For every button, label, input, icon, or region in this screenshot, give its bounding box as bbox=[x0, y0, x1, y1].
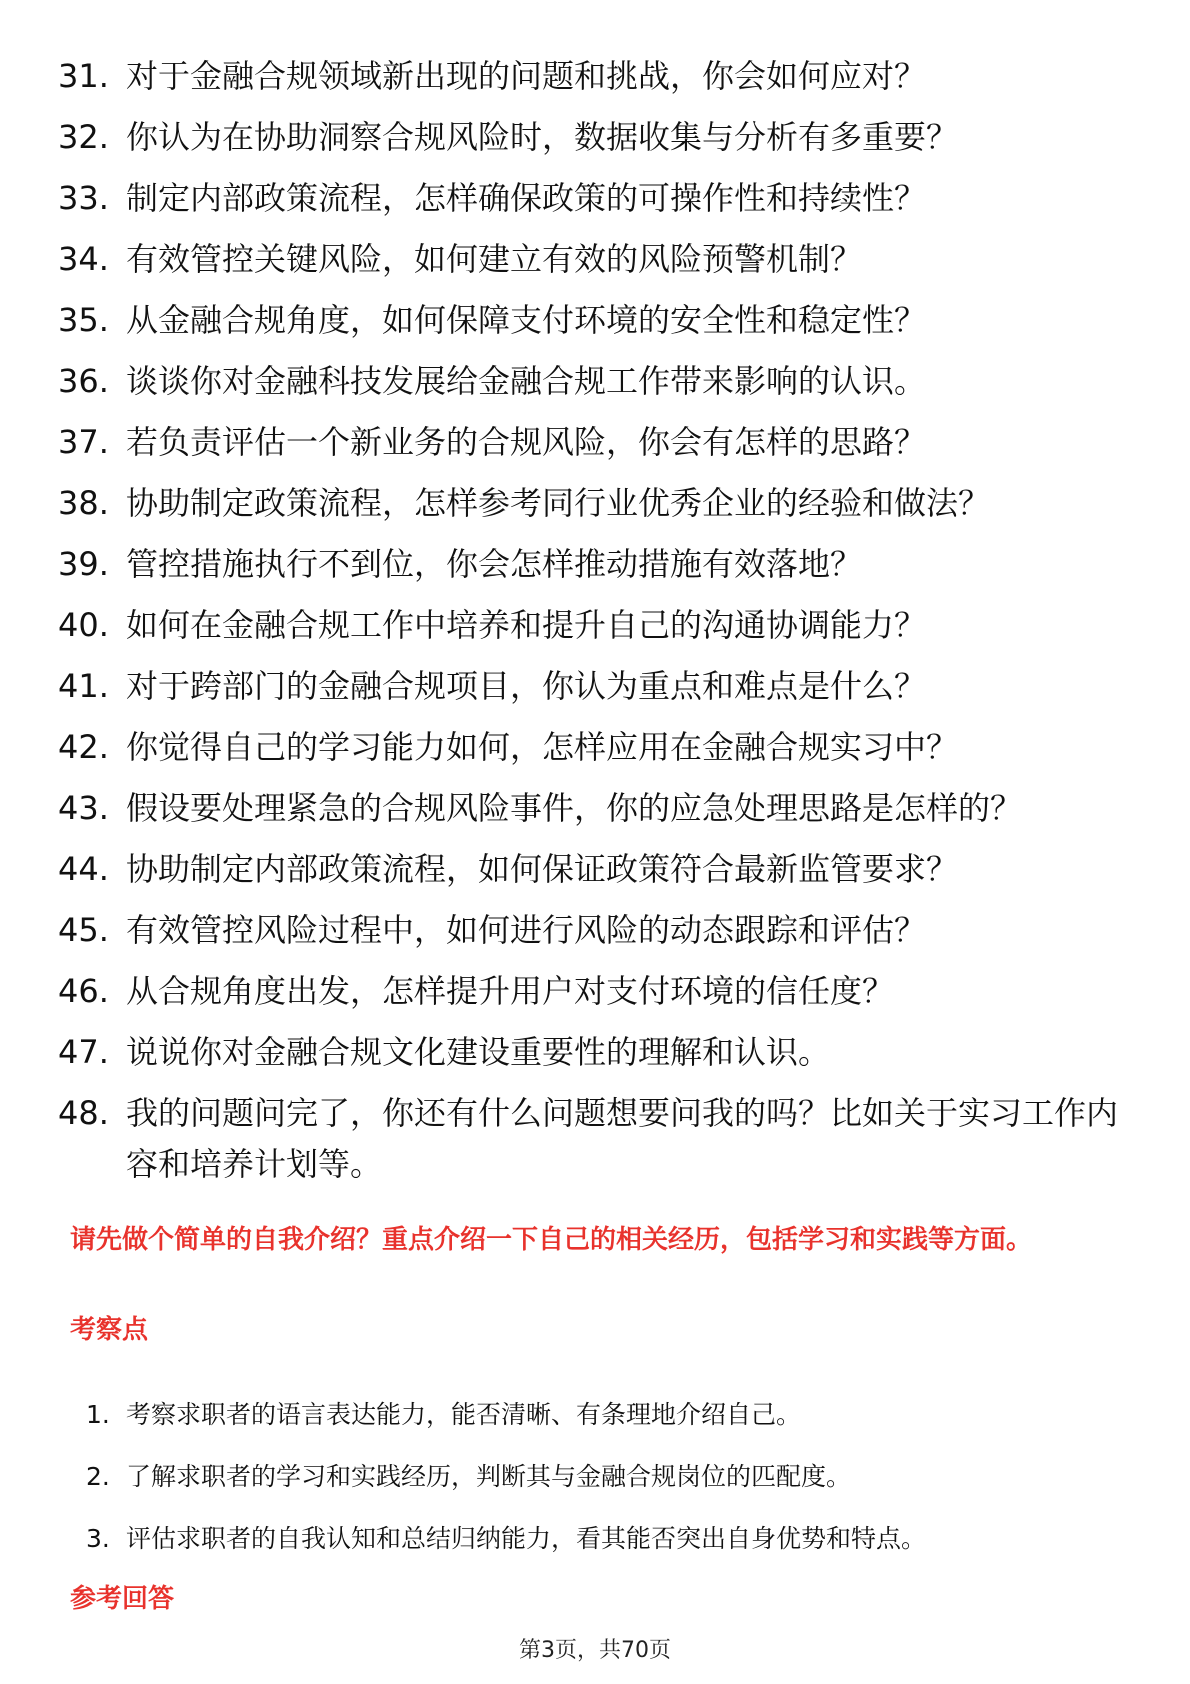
question-item bbox=[58, 900, 1138, 961]
assessment-text: 评估求职者的自我认知和总结归纳能力，看其能否突出自身优势和特点。 bbox=[126, 1524, 927, 1553]
assessment-heading: 考察点 bbox=[70, 1315, 149, 1345]
page-footer: 第3页，共70页 bbox=[519, 1638, 671, 1663]
question-number: 32. bbox=[58, 118, 109, 156]
assessment-number: 2. bbox=[86, 1462, 110, 1491]
question-number: 34. bbox=[58, 240, 109, 278]
assessment-item bbox=[86, 1508, 1086, 1570]
question-item bbox=[58, 717, 1138, 778]
question-text: 我的问题问完了，你还有什么问题想要问我的吗？比如关于实习工作内容和培养计划等。 bbox=[126, 1094, 1119, 1183]
question-item bbox=[58, 229, 1138, 290]
assessment-item bbox=[86, 1446, 1086, 1508]
question-item bbox=[58, 778, 1138, 839]
question-number: 39. bbox=[58, 545, 109, 583]
question-item bbox=[58, 46, 1138, 107]
question-item bbox=[58, 412, 1138, 473]
question-text: 从合规角度出发，怎样提升用户对支付环境的信任度？ bbox=[126, 972, 895, 1010]
question-number: 47. bbox=[58, 1033, 109, 1071]
assessment-text: 了解求职者的学习和实践经历，判断其与金融合规岗位的匹配度。 bbox=[126, 1462, 852, 1491]
assessment-number: 3. bbox=[86, 1524, 110, 1553]
question-item bbox=[58, 534, 1138, 595]
assessment-text: 考察求职者的语言表达能力，能否清晰、有条理地介绍自己。 bbox=[126, 1400, 802, 1429]
question-number: 33. bbox=[58, 179, 109, 217]
question-number: 35. bbox=[58, 301, 109, 339]
reference-answer-heading: 参考回答 bbox=[70, 1584, 175, 1614]
assessment-number: 1. bbox=[86, 1400, 110, 1429]
question-list bbox=[58, 46, 1138, 1190]
question-number: 31. bbox=[58, 57, 109, 95]
question-text: 对于跨部门的金融合规项目，你认为重点和难点是什么？ bbox=[126, 667, 927, 705]
question-text: 假设要处理紧急的合规风险事件，你的应急处理思路是怎样的？ bbox=[126, 789, 1023, 827]
question-item bbox=[58, 595, 1138, 656]
question-item bbox=[58, 473, 1138, 534]
question-text: 若负责评估一个新业务的合规风险，你会有怎样的思路？ bbox=[126, 423, 927, 461]
question-number: 41. bbox=[58, 667, 109, 705]
question-text: 管控措施执行不到位，你会怎样推动措施有效落地？ bbox=[126, 545, 863, 583]
question-item bbox=[58, 168, 1138, 229]
question-number: 36. bbox=[58, 362, 109, 400]
question-text: 有效管控关键风险，如何建立有效的风险预警机制？ bbox=[126, 240, 863, 278]
question-text: 如何在金融合规工作中培养和提升自己的沟通协调能力？ bbox=[126, 606, 927, 644]
question-number: 43. bbox=[58, 789, 109, 827]
question-number: 45. bbox=[58, 911, 109, 949]
question-number: 42. bbox=[58, 728, 109, 766]
question-item bbox=[58, 290, 1138, 351]
question-item bbox=[58, 1022, 1138, 1083]
question-text: 协助制定内部政策流程，如何保证政策符合最新监管要求？ bbox=[126, 850, 959, 888]
question-number: 37. bbox=[58, 423, 109, 461]
question-number: 40. bbox=[58, 606, 109, 644]
question-item bbox=[58, 1088, 1138, 1190]
question-text: 谈谈你对金融科技发展给金融合规工作带来影响的认识。 bbox=[126, 362, 927, 400]
question-item bbox=[58, 961, 1138, 1022]
assessment-list bbox=[86, 1384, 1086, 1570]
question-text: 制定内部政策流程，怎样确保政策的可操作性和持续性？ bbox=[126, 179, 927, 217]
assessment-item bbox=[86, 1384, 1086, 1446]
question-item bbox=[58, 656, 1138, 717]
question-text: 你觉得自己的学习能力如何，怎样应用在金融合规实习中？ bbox=[126, 728, 959, 766]
question-item bbox=[58, 351, 1138, 412]
question-number: 38. bbox=[58, 484, 109, 522]
question-number: 44. bbox=[58, 850, 109, 888]
question-text: 从金融合规角度，如何保障支付环境的安全性和稳定性？ bbox=[126, 301, 927, 339]
question-item bbox=[58, 107, 1138, 168]
question-text: 说说你对金融合规文化建设重要性的理解和认识。 bbox=[126, 1033, 831, 1071]
question-number: 48. bbox=[58, 1094, 109, 1132]
question-text: 对于金融合规领域新出现的问题和挑战，你会如何应对？ bbox=[126, 57, 927, 95]
question-text: 有效管控风险过程中，如何进行风险的动态跟踪和评估？ bbox=[126, 911, 927, 949]
question-number: 46. bbox=[58, 972, 109, 1010]
question-item bbox=[58, 839, 1138, 900]
question-text: 你认为在协助洞察合规风险时，数据收集与分析有多重要？ bbox=[126, 118, 959, 156]
question-text: 协助制定政策流程，怎样参考同行业优秀企业的经验和做法？ bbox=[126, 484, 991, 522]
intro-question: 请先做个简单的自我介绍？重点介绍一下自己的相关经历，包括学习和实践等方面。 bbox=[70, 1225, 1033, 1255]
